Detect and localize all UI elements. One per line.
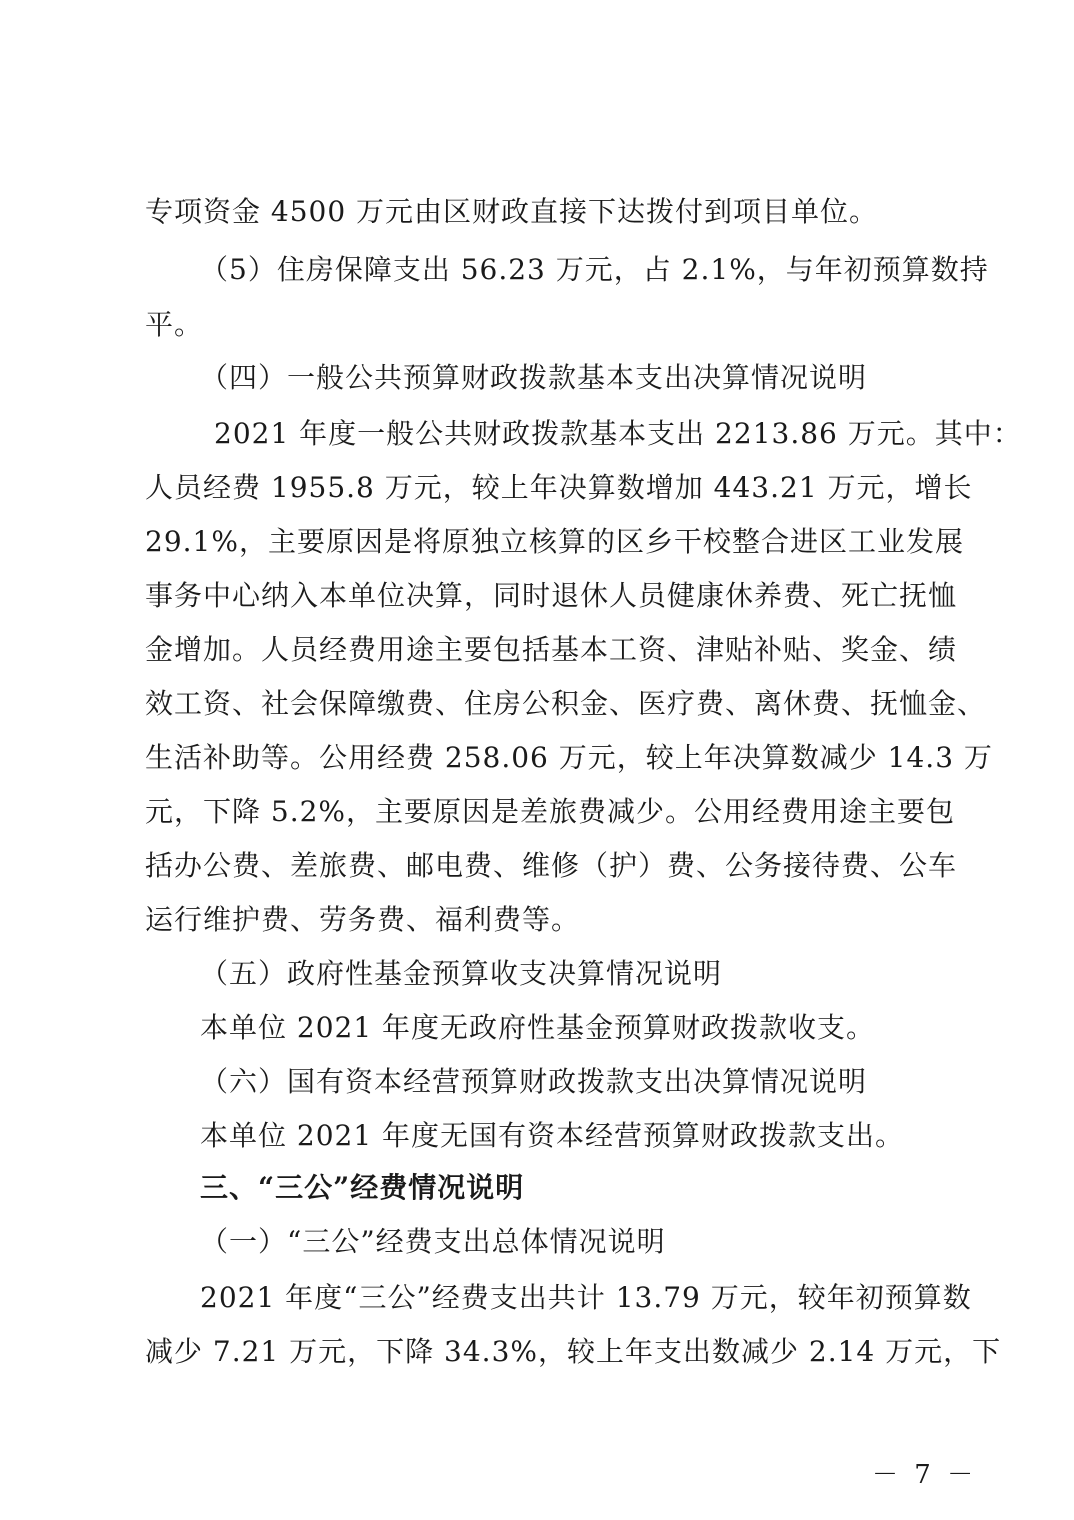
section-heading: （五）政府性基金预算收支决算情况说明 (200, 957, 723, 990)
paragraph-line: 效工资、社会保障缴费、住房公积金、医疗费、离休费、抚恤金、 (145, 687, 987, 720)
chapter-heading: 三、“三公”经费情况说明 (200, 1171, 525, 1204)
paragraph-line: 本单位 2021 年度无国有资本经营预算财政拨款支出。 (200, 1119, 905, 1152)
section-heading: （六）国有资本经营预算财政拨款支出决算情况说明 (200, 1065, 868, 1098)
paragraph-line: 运行维护费、劳务费、福利费等。 (145, 903, 581, 936)
paragraph-line: 金增加。人员经费用途主要包括基本工资、津贴补贴、奖金、绩 (145, 633, 958, 666)
paragraph-line: 事务中心纳入本单位决算，同时退休人员健康休养费、死亡抚恤 (145, 579, 958, 612)
paragraph-line: 元，下降 5.2%，主要原因是差旅费减少。公用经费用途主要包 (145, 795, 956, 828)
page-number: － 7 － (872, 1460, 978, 1490)
paragraph-line: 人员经费 1955.8 万元，较上年决算数增加 443.21 万元，增长 (145, 471, 973, 504)
section-heading: （一）“三公”经费支出总体情况说明 (200, 1225, 666, 1258)
paragraph-line: 2021 年度一般公共财政拨款基本支出 2213.86 万元。其中： (214, 417, 1022, 450)
paragraph-line: 括办公费、差旅费、邮电费、维修（护）费、公务接待费、公车 (145, 849, 958, 882)
paragraph-line: 本单位 2021 年度无政府性基金预算财政拨款收支。 (200, 1011, 876, 1044)
paragraph-line: 2021 年度“三公”经费支出共计 13.79 万元，较年初预算数 (200, 1281, 972, 1314)
paragraph-line: 平。 (145, 308, 204, 341)
paragraph-line: 生活补助等。公用经费 258.06 万元，较上年决算数减少 14.3 万 (145, 741, 993, 774)
section-heading: （四）一般公共预算财政拨款基本支出决算情况说明 (200, 361, 868, 394)
paragraph-line: 减少 7.21 万元，下降 34.3%，较上年支出数减少 2.14 万元，下 (145, 1335, 1002, 1368)
paragraph-line: （5）住房保障支出 56.23 万元，占 2.1%，与年初预算数持 (200, 253, 989, 286)
paragraph-line: 29.1%，主要原因是将原独立核算的区乡干校整合进区工业发展 (145, 525, 964, 558)
paragraph-line: 专项资金 4500 万元由区财政直接下达拨付到项目单位。 (145, 195, 879, 228)
